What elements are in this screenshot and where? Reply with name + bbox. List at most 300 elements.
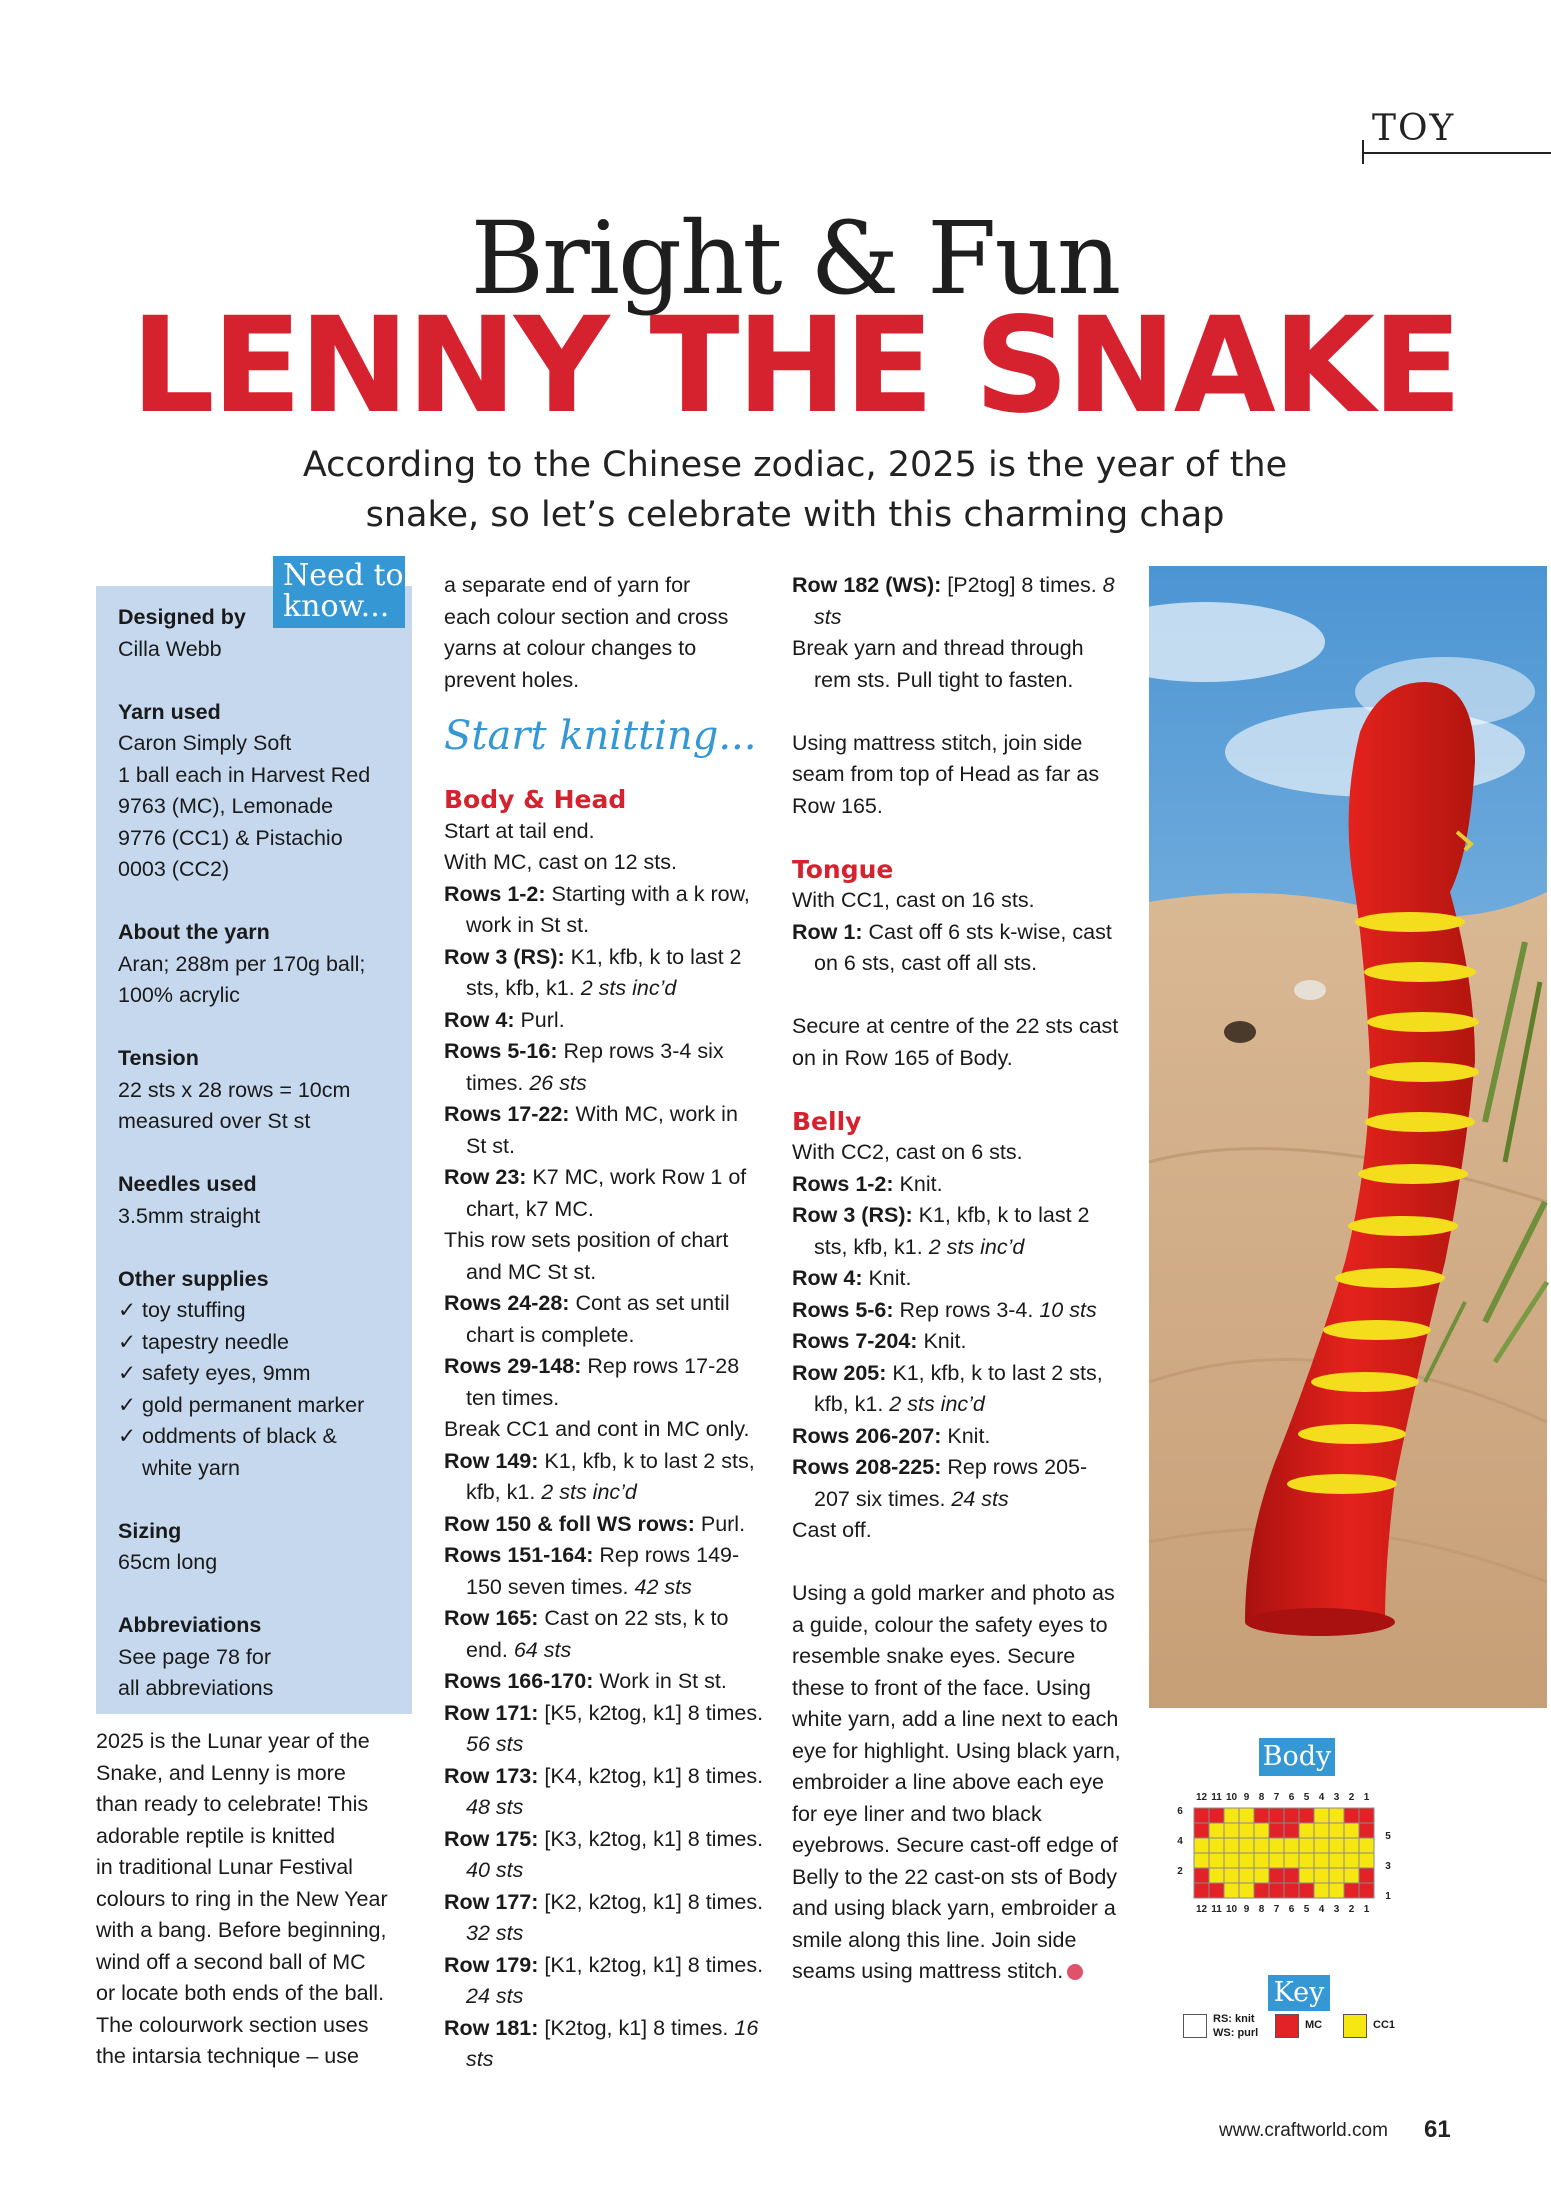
instruction-item bbox=[444, 1225, 764, 1288]
chart-tick-label: 9 bbox=[1243, 1904, 1250, 1915]
chart-cell bbox=[1284, 1853, 1299, 1868]
instruction-text: Rep rows 3-4. bbox=[893, 1297, 1040, 1322]
chart-tick-label: 2 bbox=[1348, 1792, 1355, 1803]
body-line: adorable reptile is knitted bbox=[96, 1823, 336, 1848]
chart-tick-label: 7 bbox=[1273, 1792, 1280, 1803]
instruction-text: Cast off. bbox=[792, 1518, 872, 1542]
instruction-text: This row sets position of chart and MC St st. bbox=[444, 1228, 729, 1284]
instruction-text: Knit. bbox=[941, 1423, 991, 1448]
instruction-item bbox=[792, 1452, 1122, 1515]
instruction-text: Purl. bbox=[514, 1007, 565, 1032]
tongue-secure-paragraph: Secure at centre of the 22 sts cast on in Row 165 of Body. bbox=[792, 1014, 1119, 1070]
start-knitting-heading: Start knitting... bbox=[444, 713, 757, 759]
sizing bbox=[118, 1516, 408, 1579]
check-icon: ✓ bbox=[118, 1424, 137, 1448]
finishing-text: Using a gold marker and photo as a guide, colour the safety eyes to resemble snake eyes. Secure these to front of the face. Using white yarn, add a line next to each eye for highlight. Using black yarn, embroider a line above each eye for eye liner and two black eyebrows. Secure cast-off edge of Belly to the 22 cast-on sts of Body and using black yarn, embroider a smile along this line. Join side seams using mattress stitch. bbox=[792, 1581, 1121, 1983]
info-value: Aran; 288m per 170g ball; bbox=[118, 951, 366, 976]
section-rule bbox=[1362, 152, 1551, 154]
chart-cell bbox=[1194, 1853, 1209, 1868]
chart-tick-label: 6 bbox=[1288, 1792, 1295, 1803]
instruction-text: Break CC1 and cont in MC only. bbox=[444, 1417, 750, 1441]
instruction-stitch-count: 42 sts bbox=[634, 1574, 692, 1599]
chart-cell bbox=[1314, 1823, 1329, 1838]
needles-used bbox=[118, 1169, 408, 1232]
body-line: yarns at colour changes to bbox=[444, 636, 697, 660]
body-line: prevent holes. bbox=[444, 667, 580, 692]
instruction-item bbox=[444, 1288, 764, 1351]
instruction-item bbox=[444, 2013, 764, 2076]
tongue-heading: Tongue bbox=[792, 854, 894, 884]
instruction-text: Rep rows 17-28 ten times. bbox=[466, 1354, 740, 1410]
chart-cell bbox=[1239, 1823, 1254, 1838]
instruction-text: Starting with a k row, work in St st. bbox=[466, 881, 750, 937]
abbreviations bbox=[118, 1610, 408, 1705]
instruction-item bbox=[444, 847, 764, 879]
chart-tick-label: 8 bbox=[1258, 1792, 1265, 1803]
chart-cell bbox=[1269, 1808, 1284, 1823]
snake-photo-illustration bbox=[1145, 562, 1551, 1712]
chart-cell bbox=[1299, 1838, 1314, 1853]
chart-cell bbox=[1209, 1853, 1224, 1868]
spacer bbox=[792, 696, 1122, 728]
instruction-text: K1, kfb, k to last 2 sts, kfb, k1. bbox=[814, 1360, 1103, 1416]
key-swatch bbox=[1275, 2014, 1299, 2038]
info-value: 22 sts x 28 rows = 10cm bbox=[118, 1077, 351, 1102]
instruction-row-label: Rows 206-207: bbox=[792, 1423, 942, 1448]
page-number: 61 bbox=[1424, 2116, 1451, 2143]
chart-cell bbox=[1284, 1883, 1299, 1898]
instruction-row-label: Row 181: bbox=[444, 2015, 539, 2040]
instruction-stitch-count: 2 sts inc’d bbox=[580, 976, 677, 1000]
instruction-item bbox=[444, 1603, 764, 1666]
instruction-item bbox=[792, 1169, 1122, 1201]
chart-tick-label: 11 bbox=[1211, 1904, 1222, 1915]
body-line: with a bang. Before beginning, bbox=[96, 1918, 387, 1942]
chart-tick-label: 5 bbox=[1303, 1792, 1310, 1803]
body-line: 2025 is the Lunar year of the bbox=[96, 1729, 370, 1753]
instruction-item bbox=[444, 1540, 764, 1603]
chart-tick-label: 10 bbox=[1225, 1904, 1238, 1915]
instruction-stitch-count: 10 sts bbox=[1039, 1297, 1097, 1322]
chart-cell bbox=[1359, 1808, 1374, 1823]
supply-text: tapestry needle bbox=[142, 1329, 290, 1354]
chart-cell bbox=[1209, 1838, 1224, 1853]
instruction-text: With MC, cast on 12 sts. bbox=[444, 850, 677, 874]
instruction-text: Rep rows 149-150 seven times. bbox=[466, 1543, 740, 1599]
body-head-heading: Body & Head bbox=[444, 785, 627, 814]
instruction-item bbox=[444, 879, 764, 942]
instruction-list bbox=[792, 570, 1122, 696]
info-value: 3.5mm straight bbox=[118, 1203, 261, 1228]
supply-text: toy stuffing bbox=[142, 1298, 246, 1322]
section-tag: TOY bbox=[1372, 108, 1456, 149]
chart-cell bbox=[1254, 1808, 1269, 1823]
kicker: Bright & Fun bbox=[470, 200, 1120, 317]
instruction-stitch-count: 40 sts bbox=[466, 1858, 524, 1882]
chart-cell bbox=[1329, 1823, 1344, 1838]
chart-cell bbox=[1269, 1883, 1284, 1898]
instruction-item bbox=[444, 1950, 764, 2013]
instruction-text: [K1, k2tog, k1] 8 times. bbox=[538, 1952, 764, 1977]
chart-cell bbox=[1269, 1823, 1284, 1838]
instruction-text: K1, kfb, k to last 2 sts, kfb, k1. bbox=[466, 1448, 755, 1504]
instruction-stitch-count: 56 sts bbox=[466, 1732, 524, 1756]
check-icon: ✓ bbox=[118, 1392, 137, 1417]
chart-cell bbox=[1284, 1838, 1299, 1853]
chart-cell bbox=[1224, 1868, 1239, 1883]
instruction-item bbox=[792, 1515, 1122, 1547]
instruction-text: Break yarn and thread through rem sts. Pull tight to fasten. bbox=[792, 636, 1084, 692]
chart-cell bbox=[1194, 1808, 1209, 1823]
info-value: measured over St st bbox=[118, 1109, 311, 1133]
check-icon: ✓ bbox=[118, 1329, 137, 1354]
instruction-row-label: Rows 17-22: bbox=[444, 1102, 570, 1126]
instruction-text: Rep rows 3-4 six times. bbox=[466, 1039, 724, 1095]
designed-by bbox=[118, 602, 408, 665]
chart-cell bbox=[1209, 1868, 1224, 1883]
chart-cell bbox=[1344, 1808, 1359, 1823]
chart-cell bbox=[1224, 1883, 1239, 1898]
instruction-stitch-count: 2 sts inc’d bbox=[541, 1480, 637, 1504]
instruction-row-label: Rows 5-6: bbox=[792, 1297, 894, 1322]
instruction-item bbox=[792, 1421, 1122, 1453]
chart-tick-label: 3 bbox=[1333, 1904, 1340, 1915]
instruction-row-label: Rows 1-2: bbox=[792, 1171, 894, 1196]
chart-tick-label: 5 bbox=[1303, 1904, 1310, 1915]
instruction-text: Work in St st. bbox=[593, 1669, 727, 1693]
chart-tick-label: 4 bbox=[1318, 1904, 1325, 1915]
instruction-row-label: Row 4: bbox=[792, 1266, 863, 1290]
chart-tick-label: 4 bbox=[1177, 1836, 1183, 1847]
chart-cell bbox=[1359, 1838, 1374, 1853]
instruction-item bbox=[444, 1005, 764, 1037]
chart-tick-label: 1 bbox=[1385, 1891, 1391, 1902]
about-yarn bbox=[118, 917, 408, 1012]
chart-cell bbox=[1314, 1838, 1329, 1853]
supply-item bbox=[118, 1421, 362, 1484]
instruction-item bbox=[444, 1509, 764, 1541]
chart-tick-label: 3 bbox=[1385, 1861, 1391, 1872]
body-line: The colourwork section uses bbox=[96, 2012, 369, 2037]
body-line: colours to ring in the New Year bbox=[96, 1886, 388, 1911]
tab-line: Need to bbox=[283, 558, 404, 593]
chart-tick-label: 12 bbox=[1195, 1792, 1208, 1803]
chart-cell bbox=[1194, 1823, 1209, 1838]
check-icon: ✓ bbox=[118, 1298, 137, 1322]
supply-item bbox=[118, 1390, 408, 1422]
info-value: 65cm long bbox=[118, 1550, 218, 1574]
body-colour-chart bbox=[1150, 1780, 1450, 1966]
instruction-row-label: Row 149: bbox=[444, 1448, 539, 1473]
body-line: in traditional Lunar Festival bbox=[96, 1855, 353, 1879]
instruction-stitch-count: 64 sts bbox=[513, 1637, 572, 1662]
info-value: 9776 (CC1) & Pistachio bbox=[118, 825, 343, 850]
chart-cell bbox=[1254, 1868, 1269, 1883]
instruction-row-label: Row 171: bbox=[444, 1700, 539, 1725]
instruction-list bbox=[792, 1137, 1122, 1547]
chart-cell bbox=[1329, 1853, 1344, 1868]
supply-item bbox=[118, 1358, 408, 1390]
instruction-item bbox=[444, 1666, 764, 1698]
instruction-row-label: Row 23: bbox=[444, 1165, 527, 1189]
instruction-row-label: Rows 166-170: bbox=[444, 1669, 594, 1693]
chart-cell bbox=[1329, 1868, 1344, 1883]
key-label: CC1 bbox=[1373, 2019, 1396, 2031]
instruction-stitch-count: 24 sts bbox=[951, 1486, 1009, 1511]
instruction-text: With CC1, cast on 16 sts. bbox=[792, 888, 1035, 912]
chart-cell bbox=[1254, 1823, 1269, 1838]
instruction-stitch-count: 2 sts inc’d bbox=[928, 1234, 1025, 1259]
chart-cell bbox=[1344, 1868, 1359, 1883]
body-line: Snake, and Lenny is more bbox=[96, 1760, 346, 1785]
instruction-item bbox=[792, 1263, 1122, 1295]
key-label bbox=[1213, 2012, 1258, 2040]
instruction-row-label: Row 1: bbox=[792, 919, 863, 944]
instruction-text: Purl. bbox=[694, 1511, 746, 1536]
chart-cell bbox=[1209, 1808, 1224, 1823]
chart-cell bbox=[1359, 1823, 1374, 1838]
chart-title: Body bbox=[1259, 1738, 1335, 1776]
info-content bbox=[118, 602, 408, 1736]
instruction-item bbox=[792, 1326, 1122, 1358]
instruction-row-label: Rows 29-148: bbox=[444, 1354, 582, 1378]
key-label: MC bbox=[1305, 2019, 1323, 2031]
chart-tick-label: 9 bbox=[1243, 1792, 1250, 1803]
info-heading: About the yarn bbox=[118, 920, 270, 944]
instruction-text: Cast off 6 sts k-wise, cast on 6 sts, cast off all sts. bbox=[814, 919, 1112, 975]
instruction-text: With MC, work in St st. bbox=[466, 1102, 738, 1158]
chart-tick-label: 12 bbox=[1195, 1904, 1208, 1915]
instruction-list bbox=[444, 816, 764, 2076]
yarn-used bbox=[118, 697, 408, 886]
belly-heading: Belly bbox=[792, 1106, 862, 1136]
chart-cell bbox=[1224, 1808, 1239, 1823]
info-value: Cilla Webb bbox=[118, 636, 222, 661]
chart-cell bbox=[1299, 1883, 1314, 1898]
instruction-item bbox=[444, 1162, 764, 1225]
info-value: all abbreviations bbox=[118, 1676, 274, 1700]
chart-tick-label: 1 bbox=[1363, 1792, 1370, 1803]
chart-cell bbox=[1194, 1883, 1209, 1898]
instruction-text: [K3, k2tog, k1] 8 times. bbox=[538, 1826, 764, 1851]
instruction-row-label: Row 3 (RS): bbox=[444, 944, 565, 969]
footer-url[interactable]: www.craftworld.com bbox=[1219, 2120, 1388, 2141]
instruction-text: K7 MC, work Row 1 of chart, k7 MC. bbox=[466, 1165, 747, 1221]
instruction-item bbox=[792, 917, 1122, 980]
spacer bbox=[792, 980, 1122, 1012]
instruction-stitch-count: 32 sts bbox=[466, 1921, 524, 1945]
instruction-text: Rep rows 205-207 six times. bbox=[814, 1455, 1088, 1511]
body-line: a separate end of yarn for bbox=[444, 573, 691, 597]
info-value: See page 78 for bbox=[118, 1644, 272, 1669]
instruction-text: With CC2, cast on 6 sts. bbox=[792, 1140, 1023, 1164]
chart-tick-label: 2 bbox=[1348, 1904, 1355, 1915]
instruction-text: [K4, k2tog, k1] 8 times. bbox=[538, 1763, 764, 1788]
chart-cell bbox=[1239, 1883, 1254, 1898]
supply-text: safety eyes, 9mm bbox=[142, 1361, 311, 1385]
instruction-row-label: Row 182 (WS): bbox=[792, 573, 942, 597]
chart-cell bbox=[1329, 1808, 1344, 1823]
instruction-row-label: Row 150 & foll WS rows: bbox=[444, 1511, 695, 1536]
chart-cell bbox=[1299, 1868, 1314, 1883]
instruction-text: [K5, k2tog, k1] 8 times. bbox=[538, 1700, 764, 1725]
info-heading: Needles used bbox=[118, 1172, 257, 1196]
chart-cell bbox=[1239, 1868, 1254, 1883]
intro-standfirst bbox=[0, 440, 1551, 540]
instruction-item bbox=[444, 1351, 764, 1414]
instruction-item bbox=[444, 816, 764, 848]
supply-item bbox=[118, 1295, 408, 1327]
chart-cell bbox=[1254, 1838, 1269, 1853]
instruction-text: Knit. bbox=[893, 1171, 943, 1196]
chart-cell bbox=[1359, 1853, 1374, 1868]
instruction-item bbox=[444, 1887, 764, 1950]
instruction-item bbox=[444, 1698, 764, 1761]
instruction-list bbox=[792, 885, 1122, 980]
instruction-item bbox=[444, 1761, 764, 1824]
info-heading: Other supplies bbox=[118, 1266, 269, 1291]
chart-cell bbox=[1284, 1823, 1299, 1838]
chart-cell bbox=[1284, 1808, 1299, 1823]
body-line: each colour section and cross bbox=[444, 604, 729, 629]
chart-tick-label: 6 bbox=[1177, 1806, 1183, 1817]
chart-cell bbox=[1314, 1853, 1329, 1868]
info-heading: Sizing bbox=[118, 1518, 182, 1543]
body-line: or locate both ends of the ball. bbox=[96, 1981, 385, 2005]
finishing-paragraph bbox=[792, 1578, 1122, 1988]
chart-cell bbox=[1224, 1823, 1239, 1838]
instruction-item bbox=[792, 1137, 1122, 1169]
instruction-text: [P2tog] 8 times. bbox=[941, 573, 1103, 597]
chart-cell bbox=[1224, 1853, 1239, 1868]
chart-cell bbox=[1239, 1808, 1254, 1823]
info-heading: Tension bbox=[118, 1046, 199, 1070]
chart-cell bbox=[1299, 1808, 1314, 1823]
instruction-row-label: Rows 1-2: bbox=[444, 881, 546, 906]
instruction-row-label: Row 165: bbox=[444, 1606, 539, 1630]
instruction-text: Knit. bbox=[862, 1266, 912, 1290]
instruction-stitch-count: 26 sts bbox=[529, 1070, 587, 1095]
instruction-stitch-count: 24 sts bbox=[466, 1984, 524, 2008]
chart-cell bbox=[1284, 1868, 1299, 1883]
body-line: the intarsia technique – use bbox=[96, 2044, 359, 2068]
check-icon: ✓ bbox=[118, 1361, 137, 1385]
supply-item bbox=[118, 1327, 408, 1359]
instruction-row-label: Rows 208-225: bbox=[792, 1455, 942, 1479]
body-line: wind off a second ball of MC bbox=[96, 1949, 366, 1974]
instruction-text: Cast on 22 sts, k to end. bbox=[466, 1606, 729, 1662]
instruction-text: K1, kfb, k to last 2 sts, kfb, k1. bbox=[814, 1203, 1090, 1259]
instruction-item bbox=[444, 1824, 764, 1887]
chart-cell bbox=[1359, 1868, 1374, 1883]
chart-cell bbox=[1314, 1868, 1329, 1883]
spacer bbox=[792, 1074, 1122, 1106]
instruction-item bbox=[792, 885, 1122, 917]
instruction-row-label: Row 173: bbox=[444, 1763, 539, 1788]
body-line: than ready to celebrate! This bbox=[96, 1792, 369, 1816]
chart-cell bbox=[1224, 1838, 1239, 1853]
chart-tick-label: 2 bbox=[1177, 1866, 1183, 1877]
chart-cell bbox=[1209, 1823, 1224, 1838]
instruction-text: [K2tog, k1] 8 times. bbox=[538, 2015, 735, 2040]
instruction-stitch-count: 48 sts bbox=[466, 1795, 524, 1819]
info-value: Caron Simply Soft bbox=[118, 731, 292, 755]
chart-cell bbox=[1254, 1883, 1269, 1898]
other-supplies bbox=[118, 1264, 408, 1485]
info-heading: Designed by bbox=[118, 605, 246, 629]
chart-tick-label: 1 bbox=[1363, 1904, 1370, 1915]
instruction-item bbox=[444, 942, 764, 1005]
tab-line: know... bbox=[283, 589, 390, 624]
instruction-item bbox=[444, 1099, 764, 1162]
instruction-row-label: Row 175: bbox=[444, 1826, 539, 1851]
instruction-text: Knit. bbox=[917, 1329, 967, 1353]
pattern-column-3 bbox=[792, 570, 1122, 1988]
chart-tick-label: 6 bbox=[1288, 1904, 1295, 1915]
info-heading: Abbreviations bbox=[118, 1613, 262, 1637]
chart-cell bbox=[1329, 1883, 1344, 1898]
chart-cell bbox=[1194, 1868, 1209, 1883]
tension bbox=[118, 1043, 408, 1138]
chart-tick-label: 8 bbox=[1258, 1904, 1265, 1915]
key-title: Key bbox=[1268, 1975, 1330, 2011]
pattern-column-2 bbox=[444, 570, 764, 2076]
info-value: 100% acrylic bbox=[118, 983, 240, 1007]
instruction-text: [K2, k2tog, k1] 8 times. bbox=[538, 1889, 764, 1914]
instruction-text: K1, kfb, k to last 2 sts, kfb, k1. bbox=[466, 944, 742, 1000]
chart-cell bbox=[1344, 1883, 1359, 1898]
instruction-row-label: Row 3 (RS): bbox=[792, 1203, 913, 1227]
chart-tick-label: 7 bbox=[1273, 1904, 1280, 1915]
instruction-row-label: Rows 7-204: bbox=[792, 1329, 918, 1353]
chart-cell bbox=[1344, 1823, 1359, 1838]
chart-tick-label: 4 bbox=[1318, 1792, 1325, 1803]
chart-cell bbox=[1299, 1853, 1314, 1868]
chart-tick-label: 5 bbox=[1385, 1831, 1391, 1842]
chart-tick-label: 11 bbox=[1211, 1792, 1222, 1803]
key-swatch bbox=[1183, 2014, 1207, 2038]
instruction-text: Start at tail end. bbox=[444, 818, 595, 843]
instruction-item bbox=[792, 1295, 1122, 1327]
instruction-item bbox=[792, 633, 1122, 696]
key-text: RS: knit bbox=[1213, 2013, 1255, 2025]
chart-tick-label: 10 bbox=[1225, 1792, 1238, 1803]
intro-body bbox=[96, 1726, 414, 2073]
instruction-item bbox=[792, 1200, 1122, 1263]
key-text: WS: purl bbox=[1213, 2027, 1259, 2039]
chart-cell bbox=[1344, 1853, 1359, 1868]
instruction-stitch-count: 8 sts bbox=[814, 573, 1115, 629]
chart-cell bbox=[1269, 1868, 1284, 1883]
instruction-row-label: Row 177: bbox=[444, 1889, 539, 1914]
chart-tick-label: 3 bbox=[1333, 1792, 1340, 1803]
instruction-row-label: Row 179: bbox=[444, 1952, 539, 1977]
intro-line: According to the Chinese zodiac, 2025 is the year of the bbox=[302, 445, 1288, 485]
instruction-item bbox=[792, 1358, 1122, 1421]
supply-text: gold permanent marker bbox=[142, 1392, 365, 1417]
chart-cell bbox=[1359, 1883, 1374, 1898]
key-swatch bbox=[1343, 2014, 1367, 2038]
yarn-ball-end-icon bbox=[1067, 1964, 1083, 1980]
intro-line: snake, so let’s celebrate with this charming chap bbox=[365, 495, 1225, 535]
chart-cell bbox=[1344, 1838, 1359, 1853]
info-value: 0003 (CC2) bbox=[118, 857, 230, 881]
chart-cell bbox=[1194, 1838, 1209, 1853]
chart-cell bbox=[1329, 1838, 1344, 1853]
snake-photo bbox=[1145, 562, 1551, 1712]
info-heading: Yarn used bbox=[118, 699, 221, 724]
supply-text: oddments of black & white yarn bbox=[142, 1424, 337, 1480]
